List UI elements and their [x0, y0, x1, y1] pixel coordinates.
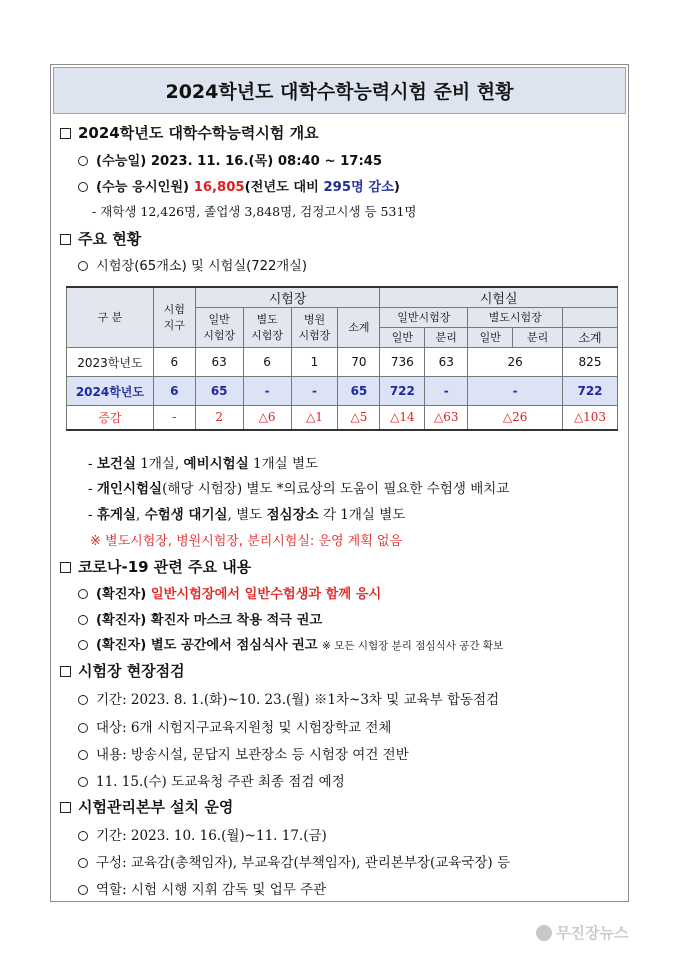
watermark-text: 무진장뉴스 — [556, 924, 629, 942]
hq-item-text: 구성: 교육감(총책임자), 부교육감(부책임자), 관리본부장(교육국장) 등 — [96, 855, 511, 871]
section-inspection-heading — [60, 660, 185, 681]
applicant-count-value: 16,805 — [193, 180, 245, 195]
th-separate-venue: 별도 시험장 — [243, 308, 291, 348]
th-general-room: 일반시험장 — [380, 308, 468, 328]
note-private-room — [88, 477, 509, 497]
th-sr-separate: 분리 — [513, 328, 563, 348]
hq-item — [78, 878, 326, 898]
venue-summary-text: 시험장(65개소) 및 시험실(722개실) — [96, 259, 308, 274]
cell-separate-room: 26 — [468, 348, 563, 377]
note-rest-room — [88, 503, 405, 523]
note-text: (해당 시험장) 별도 *의료상의 도움이 필요한 수험생 배치교 — [162, 481, 510, 497]
warning-note: ※ 별도시험장, 병원시험장, 분리시험실: 운영 계획 없음 — [90, 534, 403, 549]
hq-item — [78, 824, 327, 844]
table-row — [67, 348, 618, 377]
hq-item — [78, 851, 510, 871]
cell-district: - — [153, 406, 195, 430]
cell-subtotal-room: 825 — [563, 348, 618, 377]
note-text: 각 1개실 별도 — [318, 507, 406, 523]
square-bullet-icon — [60, 234, 71, 245]
note-text: , — [135, 507, 145, 523]
note-term: 개인시험실 — [96, 481, 163, 497]
cell-subtotal-venue: △5 — [338, 406, 380, 430]
cell-hospital: 1 — [291, 348, 338, 377]
table-row — [67, 406, 618, 430]
circle-bullet-icon — [78, 640, 88, 650]
th-hospital-venue: 병원 시험장 — [291, 308, 338, 348]
note-dash: - — [88, 507, 97, 523]
note-text: 1개실 별도 — [248, 456, 319, 472]
cell-gr-separate: △63 — [425, 406, 468, 430]
cell-hospital: △1 — [291, 406, 338, 430]
section-hq-title: 시험관리본부 설치 운영 — [78, 798, 234, 816]
circle-bullet-icon — [78, 750, 88, 760]
circle-bullet-icon — [78, 156, 88, 166]
cell-gr-separate: - — [425, 377, 468, 406]
th-subtotal-room: 소계 — [563, 328, 618, 348]
square-bullet-icon — [60, 562, 71, 573]
cell-general: 2 — [195, 406, 243, 430]
watermark-logo — [536, 922, 628, 943]
inspection-item-text: 11. 15.(수) 도교육청 주관 최종 점검 예정 — [96, 774, 345, 790]
inspection-item — [78, 770, 345, 790]
cell-subtotal-venue: 70 — [338, 348, 380, 377]
cell-separate: - — [243, 377, 291, 406]
note-text: 1개실, — [135, 456, 184, 472]
circle-bullet-icon — [78, 777, 88, 787]
th-general-venue: 일반 시험장 — [195, 308, 243, 348]
cell-gr-general: 722 — [380, 377, 425, 406]
circle-bullet-icon — [78, 182, 88, 192]
th-empty — [563, 308, 618, 328]
hq-item-text: 기간: 2023. 10. 16.(월)~11. 17.(금) — [96, 828, 327, 844]
cell-label: 증감 — [67, 406, 154, 430]
inspection-item-text: 기간: 2023. 8. 1.(화)~10. 23.(월) ※1차~3차 및 교육부 합동점검 — [96, 692, 500, 708]
applicant-count-label: (수능 응시인원) — [96, 180, 190, 195]
circle-bullet-icon — [78, 831, 88, 841]
exam-date-value: 2023. 11. 16.(목) 08:40 ~ 17:45 — [150, 154, 383, 169]
note-term: 휴게실 — [96, 507, 136, 523]
circle-bullet-icon — [78, 589, 88, 599]
cell-gr-separate: 63 — [425, 348, 468, 377]
circle-bullet-icon — [78, 858, 88, 868]
inspection-item-text: 대상: 6개 시험지구교육지원청 및 시험장학교 전체 — [96, 720, 392, 736]
status-table — [66, 286, 618, 431]
covid-item — [78, 609, 322, 628]
cell-label: 2024학년도 — [67, 377, 154, 406]
square-bullet-icon — [60, 666, 71, 677]
th-subtotal-venue: 소계 — [338, 308, 380, 348]
inspection-item — [78, 688, 499, 708]
circle-bullet-icon — [78, 261, 88, 271]
cell-separate-room: - — [468, 377, 563, 406]
section-status-heading — [60, 228, 141, 249]
logo-icon — [536, 925, 552, 941]
exam-date-line — [78, 150, 382, 169]
covid-item-label: (확진자) — [96, 587, 147, 602]
covid-item-label: (확진자) — [96, 613, 147, 628]
note-text: , 별도 — [227, 507, 267, 523]
th-separate-room: 별도시험장 — [468, 308, 563, 328]
th-gr-separate: 분리 — [425, 328, 468, 348]
circle-bullet-icon — [78, 885, 88, 895]
section-inspection-title: 시험장 현장점검 — [78, 662, 185, 680]
th-gr-general: 일반 — [380, 328, 425, 348]
cell-gr-general: 736 — [380, 348, 425, 377]
cell-district: 6 — [153, 348, 195, 377]
cell-label: 2023학년도 — [67, 348, 154, 377]
cell-general: 63 — [195, 348, 243, 377]
cell-subtotal-room: 722 — [563, 377, 618, 406]
cell-general: 65 — [195, 377, 243, 406]
cell-subtotal-venue: 65 — [338, 377, 380, 406]
exam-date-label: (수능일) — [96, 154, 147, 169]
section-covid-title: 코로나-19 관련 주요 내용 — [78, 558, 252, 576]
covid-item — [78, 634, 503, 653]
circle-bullet-icon — [78, 695, 88, 705]
covid-item-label: (확진자) — [96, 638, 147, 653]
inspection-item — [78, 743, 409, 763]
covid-item — [78, 583, 381, 602]
hq-item-text: 역할: 시험 시행 지휘 감독 및 업무 주관 — [96, 882, 327, 898]
section-overview-title: 2024학년도 대학수학능력시험 개요 — [78, 124, 319, 142]
cell-gr-general: △14 — [380, 406, 425, 430]
applicant-compare-open: (전년도 대비 — [244, 180, 324, 195]
cell-hospital: - — [291, 377, 338, 406]
inspection-item — [78, 716, 391, 736]
covid-item-text: 일반시험장에서 일반수험생과 함께 응시 — [150, 587, 382, 602]
note-term: 수험생 대기실 — [144, 507, 228, 523]
document-title: 2024학년도 대학수학능력시험 준비 현황 — [53, 67, 626, 114]
th-venue: 시험장 — [195, 287, 380, 308]
th-category: 구 분 — [67, 287, 154, 348]
cell-subtotal-room: △103 — [563, 406, 618, 430]
applicant-decrease: 295명 감소 — [323, 180, 394, 195]
section-hq-heading — [60, 796, 233, 817]
cell-separate: 6 — [243, 348, 291, 377]
cell-separate-room: △26 — [468, 406, 563, 430]
note-term: 점심장소 — [266, 507, 319, 523]
note-health-room — [88, 452, 318, 472]
circle-bullet-icon — [78, 723, 88, 733]
square-bullet-icon — [60, 128, 71, 139]
applicant-compare-close: ) — [393, 180, 400, 195]
note-dash: - — [88, 481, 97, 497]
circle-bullet-icon — [78, 615, 88, 625]
cell-district: 6 — [153, 377, 195, 406]
note-term: 보건실 — [96, 456, 136, 472]
table-row — [67, 377, 618, 406]
section-overview-heading — [60, 122, 319, 143]
covid-item-text: 확진자 마스크 착용 적극 권고 — [150, 613, 323, 628]
covid-item-note: ※ 모든 시험장 분리 점심식사 공간 확보 — [322, 640, 504, 652]
applicant-breakdown: - 재학생 12,426명, 졸업생 3,848명, 검정고시생 등 531명 — [92, 204, 417, 219]
note-dash: - — [88, 456, 97, 472]
section-status-title: 주요 현황 — [78, 230, 142, 248]
venue-summary-line — [78, 255, 307, 274]
square-bullet-icon — [60, 802, 71, 813]
inspection-item-text: 내용: 방송시설, 문답지 보관장소 등 시험장 여건 전반 — [96, 747, 409, 763]
th-sr-general: 일반 — [468, 328, 513, 348]
applicant-count-line — [78, 176, 400, 195]
note-term: 예비시험실 — [183, 456, 249, 472]
th-district: 시험 지구 — [153, 287, 195, 348]
th-room: 시험실 — [380, 287, 618, 308]
covid-item-text: 별도 공간에서 점심식사 권고 — [150, 638, 318, 653]
section-covid-heading — [60, 556, 251, 577]
cell-separate: △6 — [243, 406, 291, 430]
